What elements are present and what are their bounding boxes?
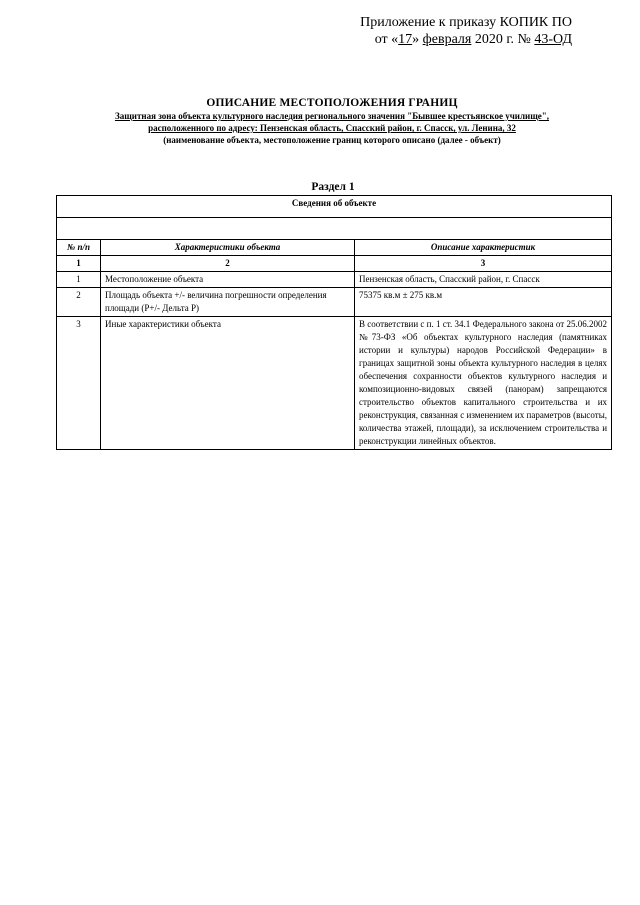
section-header-row	[57, 196, 612, 218]
row-description: Пензенская область, Спасский район, г. Спасск	[355, 272, 612, 288]
row-characteristic: Местоположение объекта	[101, 272, 355, 288]
column-number-2: 2	[101, 256, 355, 272]
row-number: 3	[57, 317, 101, 450]
column-number-row	[57, 256, 612, 272]
column-header-row	[57, 240, 612, 256]
column-header-number: № п/п	[57, 240, 101, 256]
annex-note	[360, 14, 572, 48]
table-row	[57, 288, 612, 317]
row-characteristic: Площадь объекта +/- величина погрешности определения площади (Р+/- Дельта Р)	[101, 288, 355, 317]
object-name-line-1: Защитная зона объекта культурного наследия регионального значения "Бывшее крестьянское училище",	[114, 111, 550, 121]
annex-year: 2020 г. №	[471, 32, 535, 47]
row-characteristic: Иные характеристики объекта	[101, 317, 355, 450]
blank-row	[57, 218, 612, 240]
table-row	[57, 317, 612, 450]
section-header: Сведения об объекте	[57, 196, 612, 218]
annex-month: февраля	[422, 32, 472, 47]
annex-number: 43-ОД	[534, 32, 572, 47]
document-title: ОПИСАНИЕ МЕСТОПОЛОЖЕНИЯ ГРАНИЦ	[206, 97, 458, 109]
row-number: 2	[57, 288, 101, 317]
object-name-line-2: расположенного по адресу: Пензенская область, Спасский район, г. Спасск, ул. Ленина, 32	[148, 123, 516, 133]
column-header-characteristic: Характеристики объекта	[101, 240, 355, 256]
object-name-note: (наименование объекта, местоположение границ которого описано (далее - объект)	[163, 135, 501, 145]
row-description: В соответствии с п. 1 ст. 34.1 Федерального закона от 25.06.2002 №73-ФЗ «Об объектах культурного наследия (памятниках истории и культуры) народов Российской Федерации» в границах защитной зоны объекта культурного наследия в целях обеспечения сохранности объектов культурного наследия и композиционно-видовых связей (панорам) запрещаются строительство объектов капитального строительства и их реконструкция, связанная с изменением их параметров (высоты, количества этажей, площади), за исключением строительства и реконструкции линейных объектов.	[355, 317, 612, 450]
column-number-3: 3	[355, 256, 612, 272]
column-header-description: Описание характеристик	[355, 240, 612, 256]
title-block	[60, 97, 604, 146]
row-description: 75375 кв.м ± 275 кв.м	[355, 288, 612, 317]
blank-cell	[57, 218, 612, 240]
annex-date-mid: »	[412, 32, 423, 47]
annex-line-2	[360, 31, 572, 48]
annex-day: 17	[398, 32, 413, 47]
table-row	[57, 272, 612, 288]
row-number: 1	[57, 272, 101, 288]
section-title: Раздел 1	[311, 181, 355, 193]
annex-date-prefix: от «	[374, 32, 399, 47]
object-info-table	[56, 195, 612, 450]
column-number-1: 1	[57, 256, 101, 272]
annex-line-1: Приложение к приказу КОПИК ПО	[360, 15, 572, 30]
